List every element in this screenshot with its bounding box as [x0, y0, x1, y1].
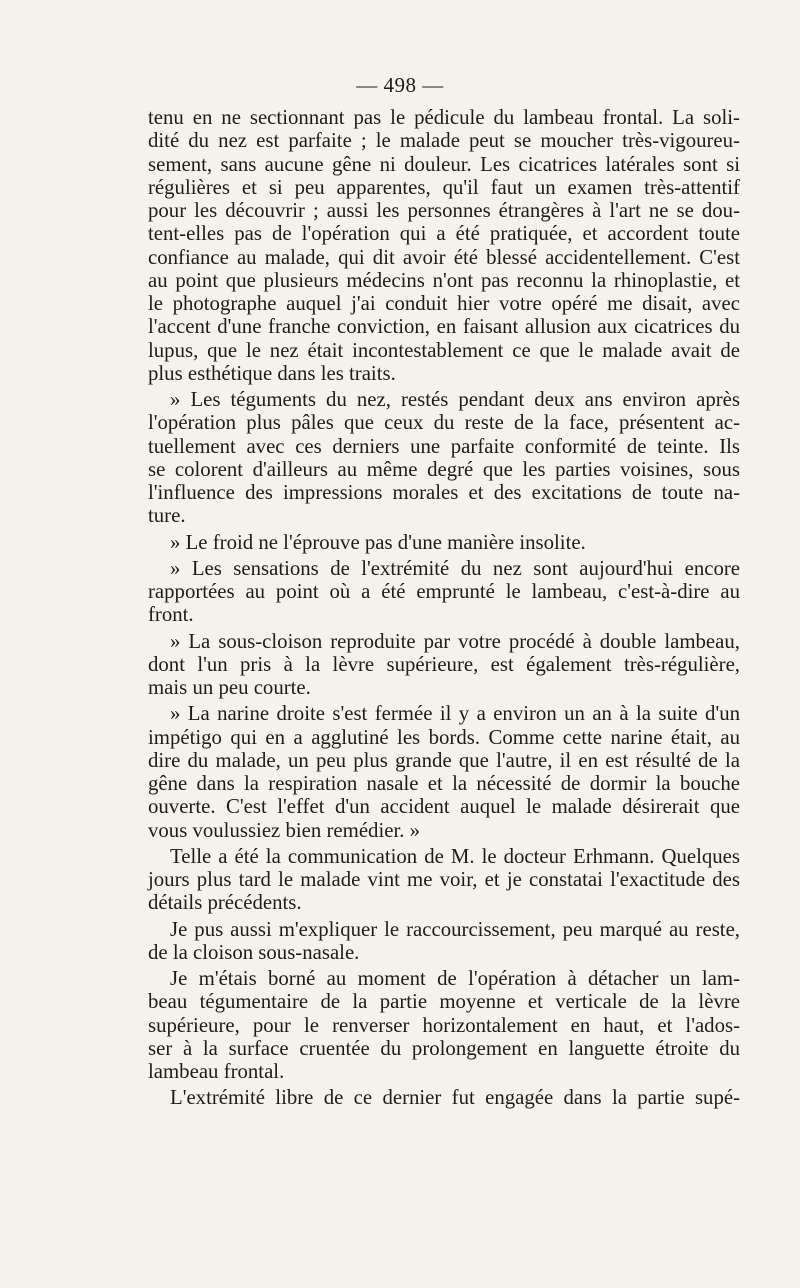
text-line: tuellement avec ces derniers une parfaite conformité de teinte. Ils: [148, 434, 740, 458]
text-line: ouverte. C'est l'effet d'un accident auquel le malade désirerait que: [148, 795, 740, 819]
text-line: dire du malade, un peu plus grande que l'autre, il en est résulté de la: [148, 748, 740, 772]
text-line: L'extrémité libre de ce dernier fut engagée dans la partie supé-: [170, 1086, 740, 1110]
text-line: ser à la surface cruentée du prolongement en languette étroite du: [148, 1036, 740, 1060]
text-line: beau tégumentaire de la partie moyenne et verticale de la lèvre: [148, 990, 740, 1014]
paragraph: [148, 1086, 740, 1109]
text-line: dont l'un pris à la lèvre supérieure, est également très-régulière,: [148, 652, 740, 676]
text-line: plus esthétique dans les traits.: [148, 361, 396, 385]
text-line: mais un peu courte.: [148, 676, 311, 699]
paragraph: [148, 702, 740, 842]
text-line: supérieure, pour le renverser horizontalement en haut, et l'ados-: [148, 1013, 740, 1037]
text-line: lambeau frontal.: [148, 1060, 285, 1083]
text-line: l'influence des impressions morales et des excitations de toute na-: [148, 481, 740, 504]
paragraph: [148, 967, 740, 1083]
text-line: lupus, que le nez était incontestablement ce que le malade avait de: [148, 338, 740, 362]
body-text: [148, 106, 740, 1110]
text-line: de la cloison sous-nasale.: [148, 940, 360, 964]
paragraph: [148, 531, 740, 554]
paragraph: [148, 557, 740, 627]
text-line: Je pus aussi m'expliquer le raccourcissement, peu marqué au reste,: [170, 917, 740, 941]
text-line: tenu en ne sectionnant pas le pédicule du lambeau frontal. La soli-: [148, 106, 740, 129]
text-line: » Le froid ne l'éprouve pas d'une manière insolite.: [170, 530, 586, 554]
paragraph: [148, 106, 740, 385]
text-line: » Les téguments du nez, restés pendant deux ans environ après: [170, 388, 740, 411]
text-line: tent-elles pas de l'opération qui a été pratiquée, et accordent toute: [148, 222, 740, 246]
text-line: ture.: [148, 504, 186, 528]
text-line: front.: [148, 603, 194, 627]
text-line: se colorent d'ailleurs au même degré que les parties voisines, sous: [148, 457, 740, 481]
text-line: confiance au malade, qui dit avoir été blessé accidentellement. C'est: [148, 245, 740, 269]
text-line: rapportées au point où a été emprunté le lambeau, c'est-à-dire au: [148, 580, 740, 603]
text-line: » Les sensations de l'extrémité du nez sont aujourd'hui encore: [170, 556, 740, 580]
text-line: l'opération plus pâles que ceux du reste de la face, présentent ac-: [148, 411, 740, 435]
text-line: l'accent d'une franche conviction, en faisant allusion aux cicatrices du: [148, 315, 740, 339]
text-line: » La narine droite s'est fermée il y a environ un an à la suite d'un: [170, 702, 740, 726]
text-line: jours plus tard le malade vint me voir, et je constatai l'exactitude des: [148, 868, 740, 891]
text-line: Telle a été la communication de M. le docteur Erhmann. Quelques: [170, 844, 740, 868]
text-line: détails précédents.: [148, 891, 302, 915]
text-line: régulières et si peu apparentes, qu'il faut un examen très-attentif: [148, 175, 740, 199]
text-line: le photographe auquel j'ai conduit hier votre opéré me disait, avec: [148, 292, 740, 315]
paragraph: [148, 388, 740, 528]
text-line: Je m'étais borné au moment de l'opération à détacher un lam-: [170, 967, 740, 990]
text-line: dité du nez est parfaite ; le malade peut se moucher très-vigoureu-: [148, 129, 740, 153]
text-line: gêne dans la respiration nasale et la nécessité de dormir la bouche: [148, 772, 740, 795]
page-number: — 498 —: [356, 73, 444, 97]
text-line: sement, sans aucune gêne ni douleur. Les cicatrices latérales sont si: [148, 152, 740, 176]
text-line: impétigo qui en a agglutiné les bords. Comme cette narine était, au: [148, 725, 740, 749]
text-line: » La sous-cloison reproduite par votre procédé à double lambeau,: [170, 629, 740, 653]
text-line: vous voulussiez bien remédier. »: [148, 818, 421, 842]
text-line: pour les découvrir ; aussi les personnes étrangères à l'art ne se dou-: [148, 199, 740, 222]
paragraph: [148, 845, 740, 915]
paragraph: [148, 630, 740, 700]
paragraph: [148, 918, 740, 965]
text-line: au point que plusieurs médecins n'ont pas reconnu la rhinoplastie, et: [148, 268, 740, 292]
